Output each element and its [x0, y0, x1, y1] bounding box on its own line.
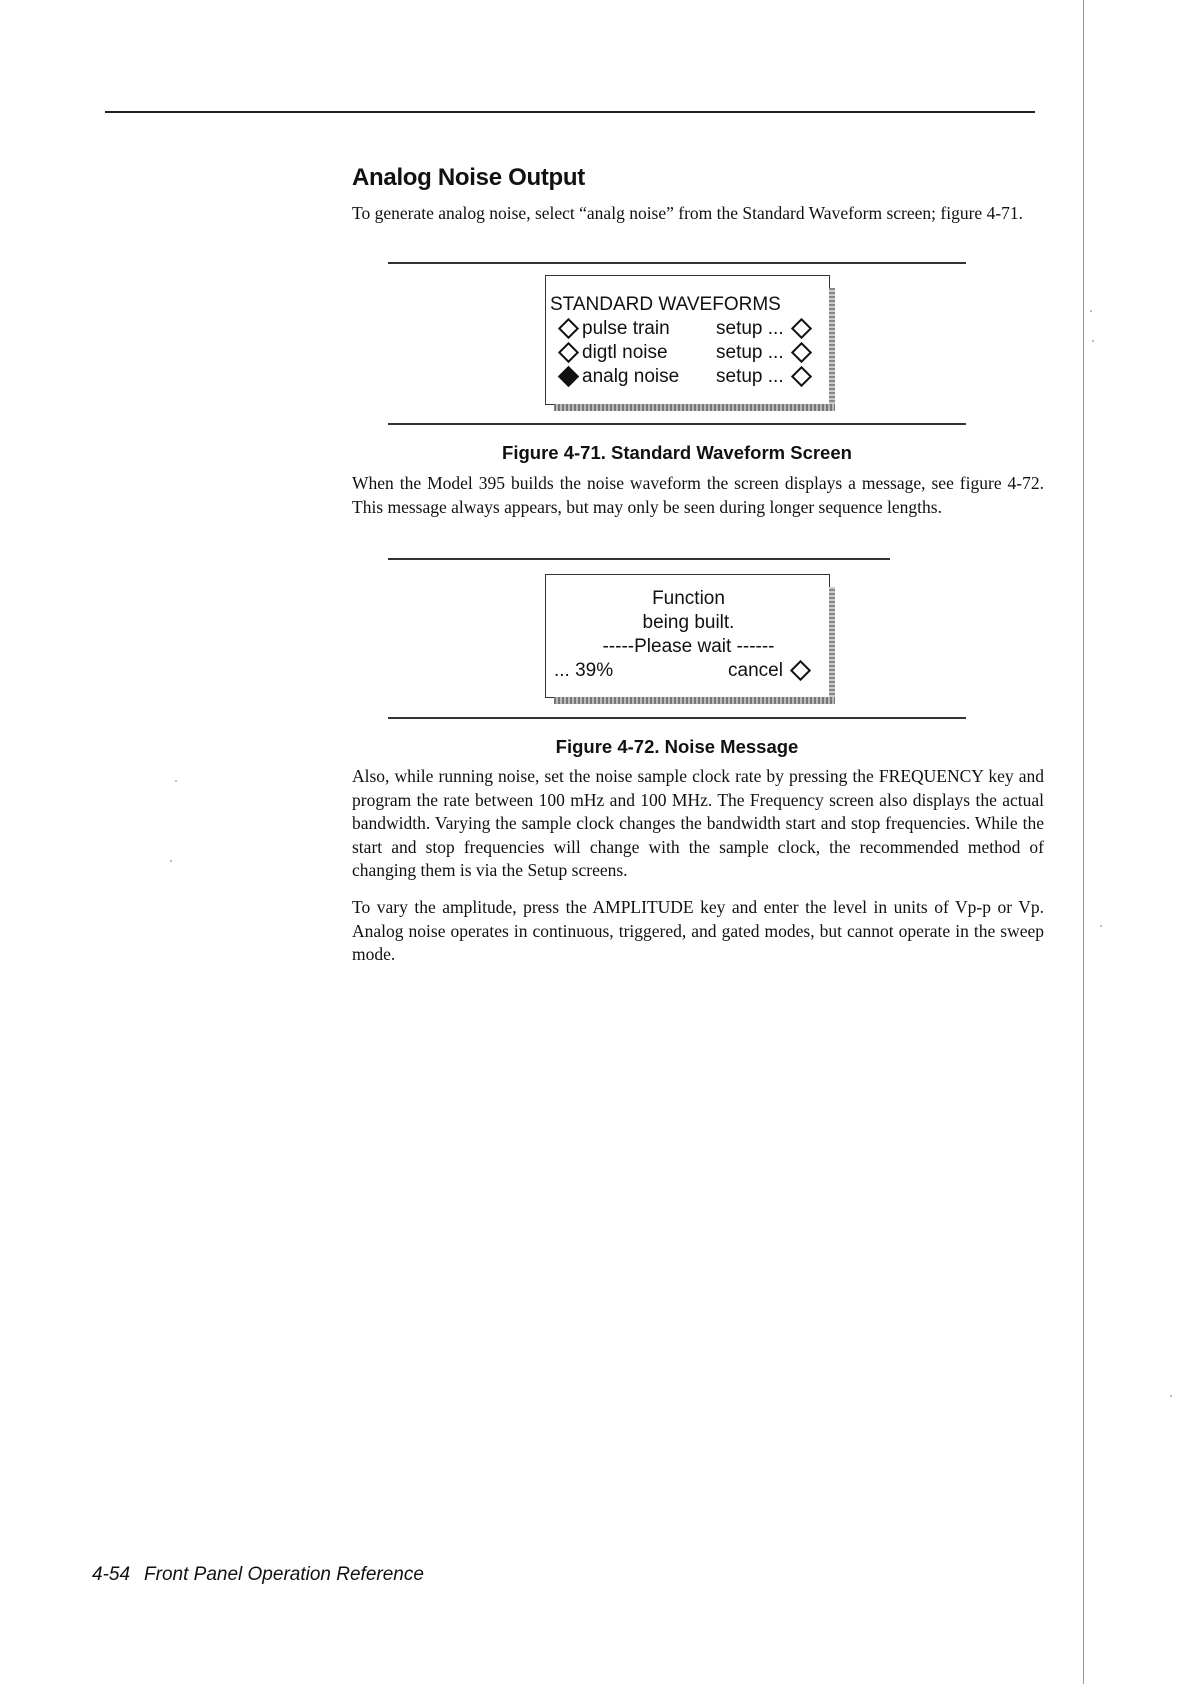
- intro-paragraph: To generate analog noise, select “analg noise” from the Standard Waveform screen; figure 4-71.: [352, 203, 1024, 223]
- setup-label: setup ...: [716, 342, 784, 363]
- noise-message-screen: [545, 574, 830, 698]
- scan-speck: [170, 860, 172, 862]
- scan-edge: [1083, 0, 1084, 1684]
- figure-71-caption: Figure 4-71. Standard Waveform Screen: [502, 442, 852, 463]
- cancel-label: cancel: [728, 660, 783, 681]
- figure-72-top-rule: [388, 558, 890, 560]
- screen-shadow: [554, 404, 835, 411]
- row-analg-noise-setup[interactable]: [716, 366, 815, 388]
- scan-speck: [1092, 340, 1094, 342]
- amplitude-paragraph: To vary the amplitude, press the AMPLITUDE key and enter the level in units of Vp-p or Vp. Analog noise operates in continuous, triggered, and gated modes, but cannot operate in the sweep mode.: [352, 897, 1044, 964]
- figure-72-caption: Figure 4-72. Noise Message: [555, 736, 799, 757]
- progress-readout: ... 39%: [554, 660, 614, 681]
- screen-shadow: [829, 288, 835, 410]
- top-rule: [105, 111, 1035, 113]
- row-pulse-train[interactable]: [558, 318, 670, 340]
- setup-label: setup ...: [716, 318, 784, 339]
- message-line-2: being built.: [642, 612, 735, 633]
- page-footer: [92, 1564, 424, 1586]
- row-label: pulse train: [582, 318, 670, 339]
- scan-speck: [1170, 1395, 1172, 1397]
- frequency-paragraph: Also, while running noise, set the noise sample clock rate by pressing the FREQUENCY key and program the rate between 100 mHz and 100 MHz. The Frequency screen also displays the actual bandwidth. Varying the sample clock changes the bandwidth start and stop frequencies. While the start and stop frequencies will change with the sample clock, the recommended method of changing them is via the Setup screens.: [352, 766, 1044, 880]
- setup-label: setup ...: [716, 366, 784, 387]
- build-paragraph: When the Model 395 builds the noise waveform the screen displays a message, see figure 4-72. This message always appears, but may only be seen during longer sequence lengths.: [352, 473, 1044, 517]
- footer-title: Front Panel Operation Reference: [144, 1564, 424, 1585]
- row-digtl-noise[interactable]: [558, 342, 668, 364]
- diamond-unselected-icon: [791, 366, 812, 387]
- row-digtl-noise-setup[interactable]: [716, 342, 815, 364]
- figure-72-bottom-rule: [388, 717, 966, 719]
- row-label: analg noise: [582, 366, 680, 387]
- scan-speck: [175, 780, 177, 782]
- message-line-1: Function: [652, 588, 725, 609]
- figure-71-bottom-rule: [388, 423, 966, 425]
- scan-speck: [1090, 310, 1092, 312]
- row-analg-noise[interactable]: [558, 366, 679, 388]
- page-number: 4-54: [92, 1564, 131, 1585]
- message-line-3: -----Please wait ------: [602, 636, 775, 657]
- row-label: digtl noise: [582, 342, 668, 363]
- screen-shadow: [554, 697, 835, 704]
- diamond-unselected-icon: [791, 318, 812, 339]
- section-heading: Analog Noise Output: [352, 164, 585, 191]
- diamond-unselected-icon: [558, 318, 579, 339]
- figure-71-top-rule: [388, 262, 966, 264]
- diamond-unselected-icon: [790, 660, 811, 681]
- standard-waveforms-screen: [545, 275, 830, 405]
- diamond-unselected-icon: [558, 342, 579, 363]
- row-pulse-train-setup[interactable]: [716, 318, 815, 340]
- screen-shadow: [829, 587, 835, 703]
- diamond-unselected-icon: [791, 342, 812, 363]
- screen-title: STANDARD WAVEFORMS: [550, 294, 781, 315]
- scan-speck: [1100, 925, 1102, 927]
- diamond-selected-icon: [558, 366, 579, 387]
- cancel-button[interactable]: [728, 660, 814, 682]
